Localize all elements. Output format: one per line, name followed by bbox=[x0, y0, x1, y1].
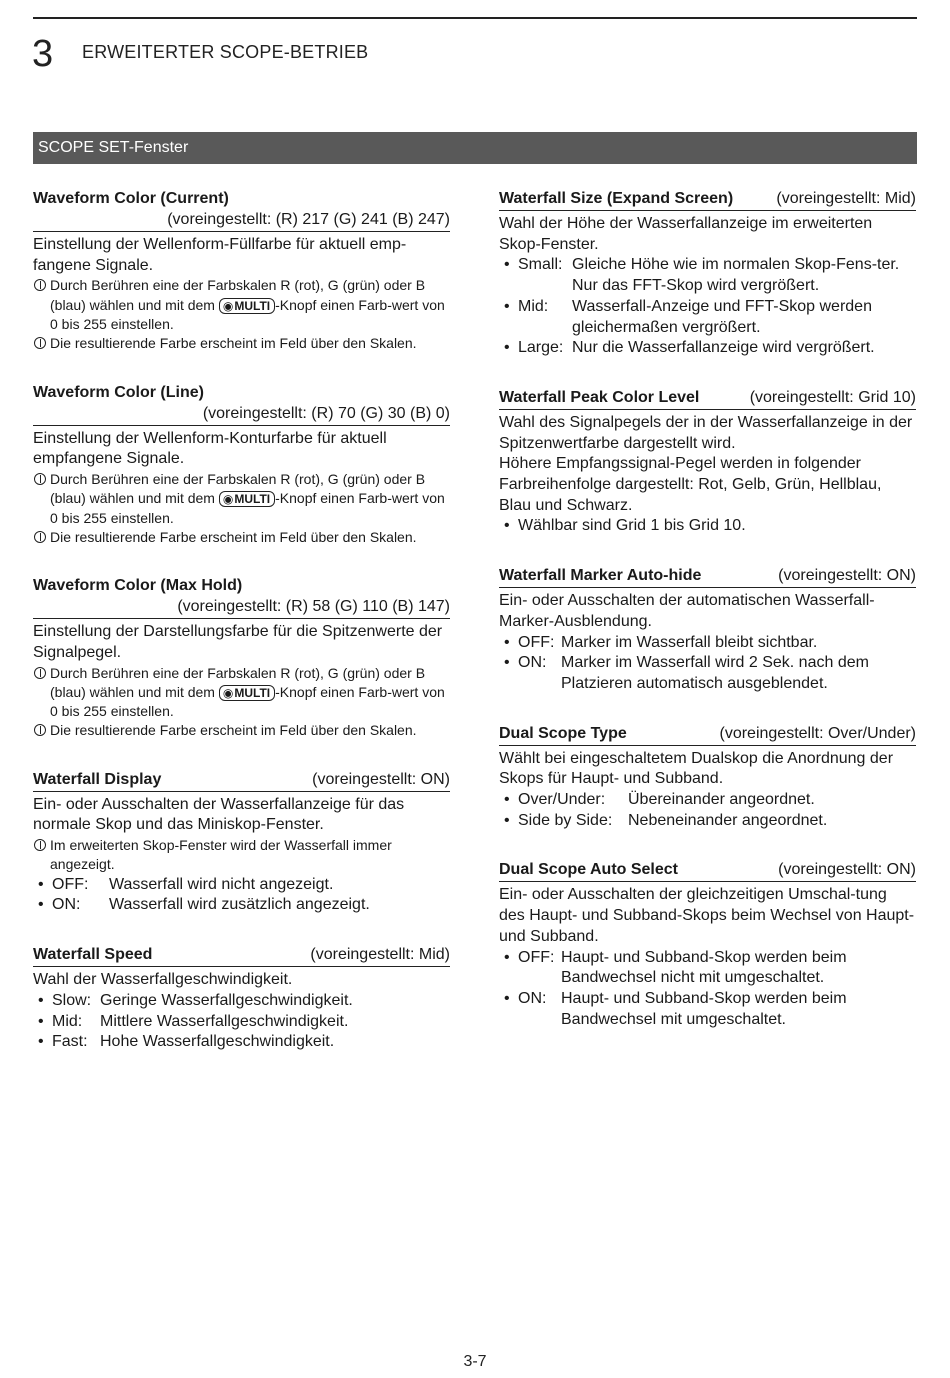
info-icon bbox=[34, 473, 46, 485]
option-key: Over/Under: bbox=[518, 791, 606, 809]
left-column bbox=[33, 188, 450, 1081]
setting-title: Waterfall Size (Expand Screen) bbox=[499, 190, 734, 207]
info-note bbox=[33, 721, 450, 740]
option-key: Mid: bbox=[52, 1012, 83, 1030]
setting-description: Ein- oder Ausschalten der gleichzeitigen Umschal-tung des Haupt- und Subband-Skops beim Wechsel von Haupt- und Subband. bbox=[499, 886, 915, 945]
option-value: Hohe Wasserfallgeschwindigkeit. bbox=[100, 1033, 335, 1051]
option-item: • Over/Under: Übereinander angeordnet. bbox=[499, 790, 916, 811]
setting-heading bbox=[33, 188, 450, 232]
option-item: • Side by Side: Nebeneinander angeordnet. bbox=[499, 811, 916, 832]
option-key: ON: bbox=[52, 896, 81, 914]
chapter-number: 3 bbox=[32, 33, 54, 75]
option-value: Übereinander angeordnet. bbox=[628, 791, 815, 809]
option-key: OFF: bbox=[52, 875, 89, 893]
info-note bbox=[33, 470, 450, 528]
setting-waterfall-marker-auto-hide bbox=[499, 565, 916, 695]
note-text: Durch Berühren eine der Farbskalen R (rot), G (grün) oder B (blau) wählen und mit dem bbox=[50, 277, 426, 313]
setting-default: (voreingestellt: Over/Under) bbox=[719, 724, 916, 742]
setting-heading bbox=[499, 387, 916, 410]
setting-heading bbox=[33, 575, 450, 619]
setting-default: (voreingestellt: (R) 217 (G) 241 (B) 247) bbox=[167, 211, 450, 228]
option-item: • Fast: Hohe Wasserfallgeschwindigkeit. bbox=[33, 1032, 450, 1053]
setting-description: Einstellung der Wellenform-Konturfarbe für aktuell empfangene Signale. bbox=[33, 429, 387, 468]
setting-description: Ein- oder Ausschalten der automatischen Wasserfall-Marker-Ausblendung. bbox=[499, 592, 875, 630]
setting-description: Einstellung der Wellenform-Füllfarbe für aktuell emp-fangene Signale. bbox=[33, 236, 407, 274]
setting-description: Einstellung der Darstellungsfarbe für die Spitzenwerte der Signalpegel. bbox=[33, 623, 443, 661]
setting-heading bbox=[33, 944, 450, 967]
option-value: Marker im Wasserfall wird 2 Sek. nach dem Platzieren automatisch ausgeblendet. bbox=[561, 654, 869, 692]
setting-title: Dual Scope Auto Select bbox=[499, 861, 678, 879]
note-text: Im erweiterten Skop-Fenster wird der Wasserfall immer angezeigt. bbox=[50, 837, 392, 873]
note-text: -Knopf einen Farb-wert von 0 bis 255 einstellen. bbox=[50, 683, 445, 720]
info-note bbox=[33, 836, 450, 875]
setting-default: (voreingestellt: Mid) bbox=[310, 946, 450, 964]
option-item: • Small: Gleiche Höhe wie im normalen Skop-Fens-ter. Nur das FFT-Skop wird vergrößert. bbox=[499, 255, 916, 296]
setting-default: (voreingestellt: (R) 70 (G) 30 (B) 0) bbox=[202, 404, 450, 422]
setting-waterfall-peak-color-level bbox=[499, 387, 916, 537]
setting-waterfall-size bbox=[499, 188, 916, 359]
multi-knob-icon: ◉MULTI bbox=[219, 298, 275, 314]
option-item: • OFF: Wasserfall wird nicht angezeigt. bbox=[33, 875, 450, 896]
option-key: ON: bbox=[518, 989, 547, 1007]
note-text: Die resultierende Farbe erscheint im Feld über den Skalen. bbox=[50, 528, 417, 545]
option-item: • Wählbar sind Grid 1 bis Grid 10. bbox=[499, 516, 916, 537]
note-text: -Knopf einen Farb-wert von 0 bis 255 einstellen. bbox=[50, 490, 445, 526]
setting-heading bbox=[499, 859, 916, 882]
option-item: • OFF: Marker im Wasserfall bleibt sichtbar. bbox=[499, 633, 916, 654]
option-item: • ON: Marker im Wasserfall wird 2 Sek. nach dem Platzieren automatisch ausgeblendet. bbox=[499, 653, 916, 694]
setting-default: (voreingestellt: ON) bbox=[778, 567, 916, 585]
option-item: • Large: Nur die Wasserfallanzeige wird vergrößert. bbox=[499, 338, 916, 359]
multi-knob-icon: ◉MULTI bbox=[219, 685, 275, 701]
option-key: Side by Side: bbox=[518, 811, 613, 829]
setting-description: Wahl der Höhe der Wasserfallanzeige im erweiterten Skop-Fenster. bbox=[499, 215, 873, 253]
option-key: OFF: bbox=[518, 948, 555, 966]
option-item: • Mid: Wasserfall-Anzeige und FFT-Skop werden gleichermaßen vergrößert. bbox=[499, 297, 916, 338]
setting-dual-scope-auto-select bbox=[499, 859, 916, 1030]
setting-title: Waveform Color (Current) bbox=[33, 190, 229, 207]
info-note bbox=[33, 528, 450, 547]
option-item: • OFF: Haupt- und Subband-Skop werden beim Bandwechsel nicht mit umgeschaltet. bbox=[499, 948, 916, 989]
note-text: Durch Berühren eine der Farbskalen R (rot), G (grün) oder B (blau) wählen und mit dem bbox=[50, 664, 426, 700]
right-column bbox=[499, 188, 916, 1058]
info-icon bbox=[34, 279, 46, 291]
note-text: -Knopf einen Farb-wert von 0 bis 255 einstellen. bbox=[50, 296, 445, 332]
setting-title: Waterfall Display bbox=[33, 770, 162, 788]
setting-heading bbox=[499, 188, 916, 211]
option-item: • Mid: Mittlere Wasserfallgeschwindigkeit. bbox=[33, 1012, 450, 1033]
option-value: Nur die Wasserfallanzeige wird vergrößert. bbox=[572, 339, 875, 357]
knob-label: MULTI bbox=[234, 492, 271, 507]
info-icon bbox=[34, 531, 46, 543]
option-value: Marker im Wasserfall bleibt sichtbar. bbox=[561, 633, 818, 651]
option-value: Wasserfall-Anzeige und FFT-Skop werden gleichermaßen vergrößert. bbox=[572, 297, 872, 336]
option-item: • Slow: Geringe Wasserfallgeschwindigkeit. bbox=[33, 991, 450, 1012]
setting-title: Waterfall Speed bbox=[33, 946, 153, 964]
option-value: Haupt- und Subband-Skop werden beim Bandwechsel mit umgeschaltet. bbox=[561, 989, 847, 1028]
info-icon bbox=[34, 667, 46, 679]
option-value: Haupt- und Subband-Skop werden beim Bandwechsel nicht mit umgeschaltet. bbox=[561, 948, 847, 987]
setting-dual-scope-type bbox=[499, 723, 916, 832]
info-note bbox=[33, 276, 450, 334]
setting-description: Wählt bei eingeschaltetem Dualskop die Anordnung der Skops für Haupt- und Subband. bbox=[499, 749, 894, 788]
setting-title: Dual Scope Type bbox=[499, 724, 627, 742]
setting-description: Höhere Empfangssignal-Pegel werden in folgender Farbreihenfolge dargestellt: Rot, Gelb, Grün, Hellblau, Blau und Schwarz. bbox=[499, 455, 882, 514]
knob-label: MULTI bbox=[234, 685, 271, 700]
note-text: Die resultierende Farbe erscheint im Feld über den Skalen. bbox=[50, 335, 417, 352]
option-key: Mid: bbox=[518, 297, 549, 315]
option-item: • ON: Haupt- und Subband-Skop werden beim Bandwechsel mit umgeschaltet. bbox=[499, 989, 916, 1030]
setting-description: Wahl des Signalpegels der in der Wasserfallanzeige in der Spitzenwertfarbe dargestellt wird. bbox=[499, 413, 913, 452]
option-value: Gleiche Höhe wie im normalen Skop-Fens-ter. Nur das FFT-Skop wird vergrößert. bbox=[572, 256, 900, 295]
option-value: Wasserfall wird nicht angezeigt. bbox=[109, 875, 334, 893]
setting-title: Waveform Color (Line) bbox=[33, 383, 204, 401]
setting-default: (voreingestellt: Grid 10) bbox=[749, 388, 916, 406]
option-key: Fast: bbox=[52, 1033, 88, 1051]
option-key: Small: bbox=[518, 256, 563, 274]
setting-default: (voreingestellt: ON) bbox=[778, 861, 916, 879]
info-icon bbox=[34, 724, 46, 736]
option-value: Geringe Wasserfallgeschwindigkeit. bbox=[100, 991, 353, 1009]
setting-heading bbox=[33, 382, 450, 426]
setting-waterfall-speed bbox=[33, 944, 450, 1053]
multi-knob-icon: ◉MULTI bbox=[219, 491, 275, 507]
setting-waterfall-display bbox=[33, 769, 450, 916]
option-key: Slow: bbox=[52, 991, 92, 1009]
chapter-title: ERWEITERTER SCOPE-BETRIEB bbox=[82, 42, 369, 62]
option-key: OFF: bbox=[518, 633, 555, 651]
setting-heading bbox=[499, 565, 916, 588]
setting-title: Waveform Color (Max Hold) bbox=[33, 577, 243, 595]
section-title-bar: SCOPE SET-Fenster bbox=[33, 132, 917, 164]
option-value: Nebeneinander angeordnet. bbox=[628, 811, 828, 829]
setting-heading bbox=[499, 723, 916, 746]
setting-waveform-color-max-hold bbox=[33, 575, 450, 741]
setting-description: Wahl der Wasserfallgeschwindigkeit. bbox=[33, 971, 293, 989]
top-rule bbox=[33, 17, 917, 19]
setting-description: Ein- oder Ausschalten der Wasserfallanzeige für das normale Skop und das Miniskop-Fenster. bbox=[33, 795, 405, 834]
option-key: ON: bbox=[518, 654, 547, 672]
option-value: Mittlere Wasserfallgeschwindigkeit. bbox=[100, 1012, 349, 1030]
setting-heading bbox=[33, 769, 450, 792]
info-icon bbox=[34, 337, 46, 349]
setting-default: (voreingestellt: Mid) bbox=[776, 190, 916, 207]
info-icon bbox=[34, 839, 46, 851]
setting-title: Waterfall Peak Color Level bbox=[499, 388, 700, 406]
page-number: 3-7 bbox=[463, 1353, 487, 1370]
setting-waveform-color-line bbox=[33, 382, 450, 548]
setting-default: (voreingestellt: (R) 58 (G) 110 (B) 147) bbox=[177, 598, 450, 616]
setting-default: (voreingestellt: ON) bbox=[312, 770, 450, 788]
info-note bbox=[33, 664, 450, 722]
setting-waveform-color-current bbox=[33, 188, 450, 354]
note-text: Durch Berühren eine der Farbskalen R (rot), G (grün) oder B (blau) wählen und mit dem bbox=[50, 471, 426, 507]
setting-title: Waterfall Marker Auto-hide bbox=[499, 567, 702, 585]
option-value: Wasserfall wird zusätzlich angezeigt. bbox=[109, 896, 370, 914]
note-text: Die resultierende Farbe erscheint im Feld über den Skalen. bbox=[50, 722, 417, 739]
info-note bbox=[33, 334, 450, 353]
option-key: Large: bbox=[518, 339, 564, 357]
option-item: • ON: Wasserfall wird zusätzlich angezeigt. bbox=[33, 895, 450, 916]
knob-label: MULTI bbox=[234, 298, 271, 313]
option-value: Wählbar sind Grid 1 bis Grid 10. bbox=[518, 517, 746, 535]
